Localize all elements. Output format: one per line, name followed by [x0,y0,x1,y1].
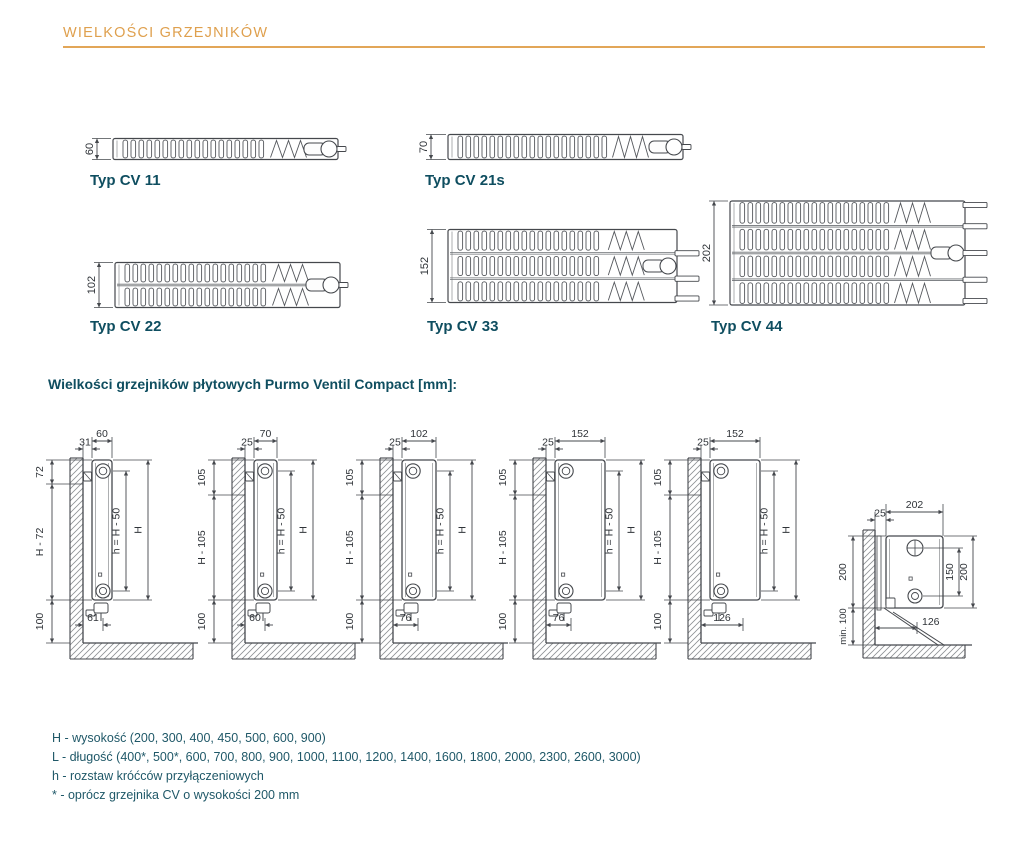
side-mounting-diagram-5 [648,415,823,685]
dimension-label: h = H - 50 [603,507,616,555]
dimension-label: H [132,526,145,534]
dimension-label: 25 [389,436,401,449]
dimension-label: 60 [84,142,96,156]
dimension-label: H - 105 [497,530,509,565]
dimension-label: 105 [196,468,208,487]
section-title: Wielkości grzejników płytowych Purmo Ventil Compact [mm]: [48,376,458,392]
corner-mounting-diagram [838,476,1027,688]
dimension-label: min. 100 [838,608,849,645]
dimension-label: 152 [419,256,431,276]
dimension-label: 105 [344,468,356,487]
radiator-type-label-cv44: Typ CV 44 [711,318,783,335]
dimension-label: 152 [571,428,589,440]
radiator-type-label-cv11: Typ CV 11 [90,172,161,189]
dimension-label: 31 [79,436,91,449]
radiator-type-label-cv22: Typ CV 22 [90,318,162,335]
dimension-label: 25 [241,436,253,449]
dimension-label: 100 [497,612,509,631]
dimension-label: 100 [196,612,208,631]
dimension-label: 100 [34,612,46,631]
dimension-label: 150 [944,563,956,581]
dimension-label: 126 [922,616,940,628]
dimension-label: 102 [410,428,428,440]
dimension-label: H - 105 [196,530,208,565]
dimension-label: H [780,526,793,534]
dimension-label: 72 [34,466,46,478]
dimension-label: 60 [249,612,261,624]
dimension-label: 60 [96,428,108,440]
radiator-cross-section-typ-cv-33 [405,222,725,310]
dimension-label: 152 [726,428,744,440]
footnote-pitch: h - rozstaw króćców przyłączeniowych [52,769,264,783]
dimension-label: 200 [958,563,970,581]
footnote-star: * - oprócz grzejnika CV o wysokości 200 mm [52,788,300,802]
dimension-label: H [625,526,638,534]
radiator-type-label-cv33: Typ CV 33 [427,318,499,335]
dimension-label: 61 [87,612,99,624]
dimension-label: H - 105 [652,530,664,565]
dimension-label: 126 [713,612,731,624]
dimension-label: 25 [542,436,554,449]
page-title: WIELKOŚCI GRZEJNIKÓW [63,25,269,41]
dimension-label: 76 [552,612,565,624]
dimension-label: H - 105 [344,530,356,565]
radiator-cross-section-typ-cv-44 [693,194,1027,312]
dimension-label: 70 [259,428,272,440]
side-mounting-diagram-1 [30,415,205,685]
dimension-label: 100 [344,612,356,631]
dimension-label: H - 72 [34,527,46,557]
dimension-label: 76 [399,612,412,624]
radiator-cross-section-typ-cv-11 [70,126,370,172]
side-mounting-diagram-3 [340,415,515,685]
dimension-label: 202 [905,499,924,511]
radiator-type-label-cv21s: Typ CV 21s [425,172,505,189]
dimension-label: 102 [86,275,98,295]
dimension-label: h = H - 50 [110,507,123,555]
footnote-length: L - długość (400*, 500*, 600, 700, 800, 900, 1000, 1100, 1200, 1400, 1600, 1800, 2000, 2300, 2600, 3000) [52,750,641,764]
dimension-label: h = H - 50 [758,507,771,555]
dimension-label: 105 [652,468,664,487]
dimension-label: 200 [837,563,849,581]
header-rule [63,46,985,48]
dimension-label: 70 [418,140,430,154]
radiator-cross-section-typ-cv-22 [72,254,377,316]
dimension-label: 25 [874,507,886,520]
radiator-cross-section-typ-cv-21s [400,122,715,172]
dimension-label: h = H - 50 [434,507,447,555]
dimension-label: 105 [497,468,509,487]
dimension-label: H [297,526,310,534]
footnote-height: H - wysokość (200, 300, 400, 450, 500, 600, 900) [52,731,326,745]
dimension-label: H [456,526,469,534]
dimension-label: h = H - 50 [275,507,288,555]
dimension-label: 202 [701,243,713,263]
dimension-label: 25 [697,436,709,449]
dimension-label: 100 [652,612,664,631]
side-mounting-diagram-4 [493,415,668,685]
